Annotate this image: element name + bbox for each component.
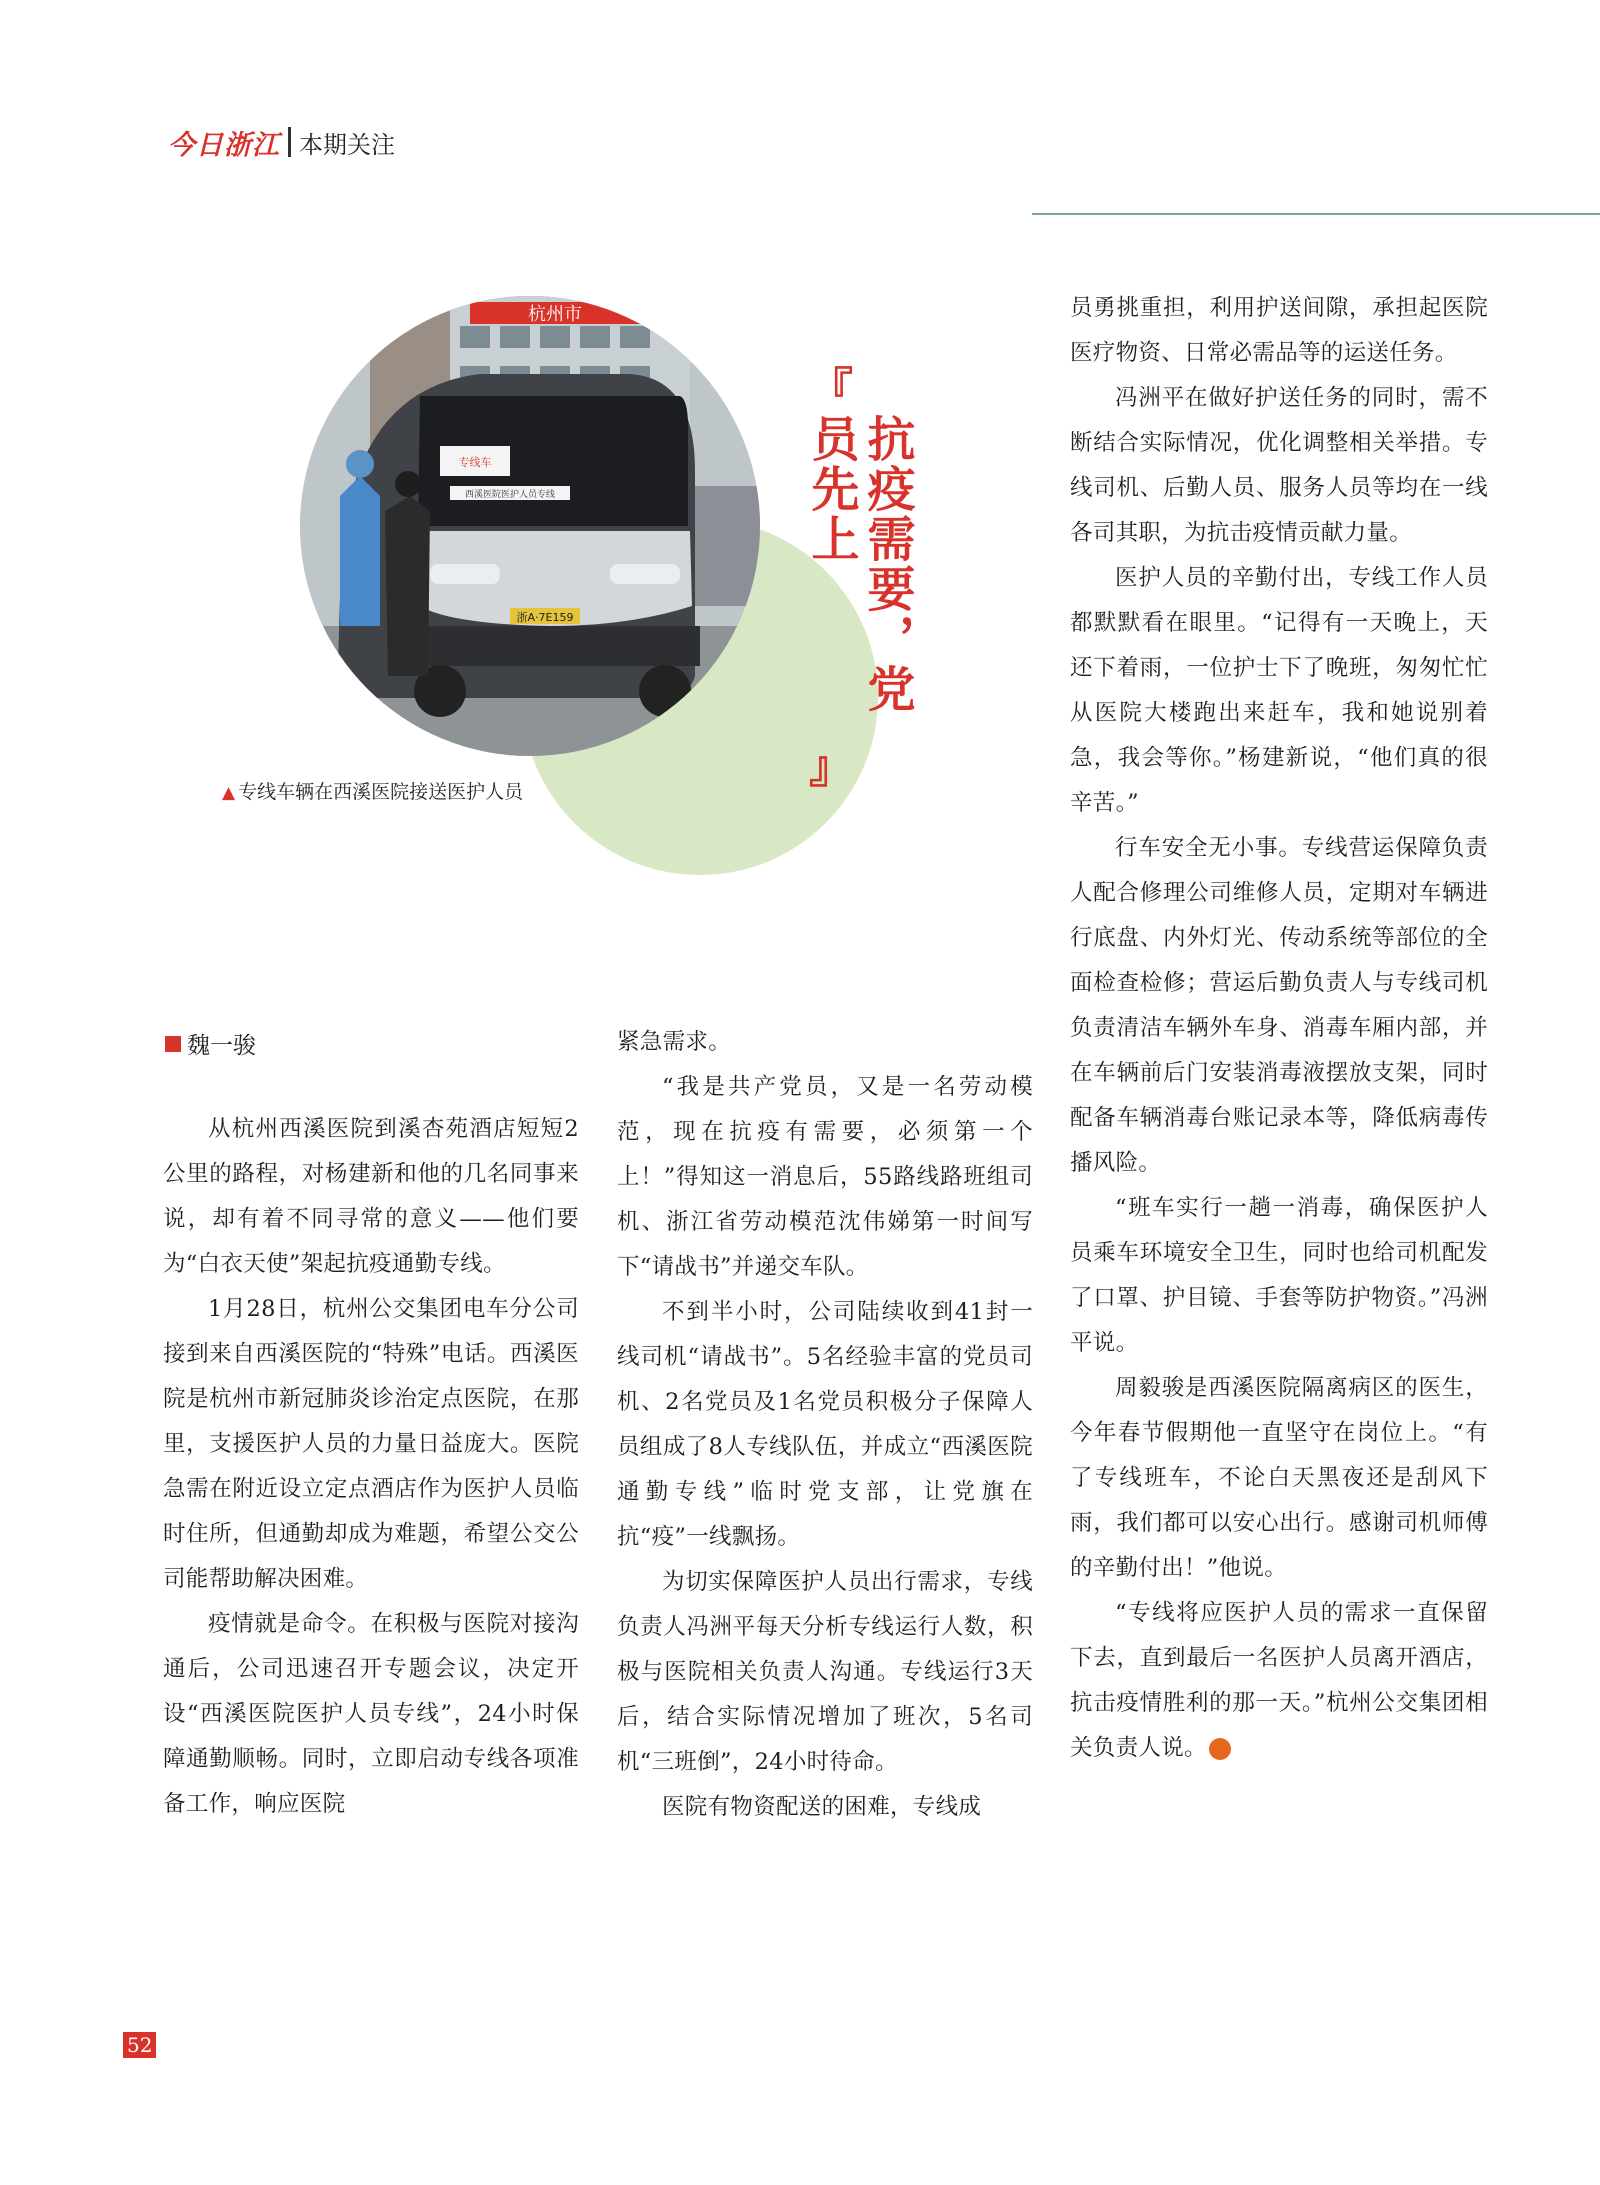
paragraph: 为切实保障医护人员出行需求，专线负责人冯洲平每天分析专线运行人数，积极与医院相关负责人沟通。专线运行3天后，结合实际情况增加了班次，5名司机“三班倒”，24小时待命。 xyxy=(617,1569,1033,1775)
square-icon xyxy=(165,1036,181,1052)
headline-text: 抗疫需要，党员先上 xyxy=(803,414,915,714)
paragraph: 医护人员的辛勤付出，专线工作人员都默默看在眼里。“记得有一天晚上，天还下着雨，一位护士下了晚班，匆匆忙忙从医院大楼跑出来赶车，我和她说别着急，我会等你。”杨建新说，“他们真的很辛苦。” xyxy=(1070,565,1488,816)
paragraph-continued: 紧急需求。 xyxy=(617,1029,732,1055)
author-line xyxy=(165,1027,256,1060)
plate: 浙A·7E159 xyxy=(516,611,574,624)
logo-mark-icon xyxy=(1209,1738,1231,1760)
paragraph: 冯洲平在做好护送任务的同时，需不断结合实际情况，优化调整相关举措。专线司机、后勤人员、服务人员等均在一线各司其职，为抗击疫情贡献力量。 xyxy=(1070,385,1488,546)
paragraph: 医院有物资配送的困难，专线成 xyxy=(662,1794,982,1820)
paragraph: “我是共产党员，又是一名劳动模范，现在抗疫有需要，必须第一个上！”得知这一消息后，55路线路班组司机、浙江省劳动模范沈伟娣第一时间写下“请战书”并递交车队。 xyxy=(617,1074,1033,1280)
logo: 今日浙江 xyxy=(168,129,280,161)
paragraph: 从杭州西溪医院到溪杏苑酒店短短2公里的路程，对杨建新和他的几名同事来说，却有着不同寻常的意义——他们要为“白衣天使”架起抗疫通勤专线。 xyxy=(163,1116,579,1277)
header-rule xyxy=(1032,213,1600,215)
paragraph: 周毅骏是西溪医院隔离病区的医生，今年春节假期他一直坚守在岗位上。“有了专线班车，不论白天黑夜还是刮风下雨，我们都可以安心出行。感谢司机师傅的辛勤付出！”他说。 xyxy=(1070,1375,1488,1581)
author-name: 魏一骏 xyxy=(187,1033,256,1059)
paragraph: “班车实行一趟一消毒，确保医护人员乘车环境安全卫生，同时也给司机配发了口罩、护目镜、手套等防护物资。”冯洲平说。 xyxy=(1070,1195,1488,1356)
bus-photo xyxy=(300,296,760,756)
last-paragraph-text: “专线将应医护人员的需求一直保留下去，直到最后一名医护人员离开酒店，抗击疫情胜利的那一天。”杭州公交集团相关负责人说。 xyxy=(1070,1600,1488,1761)
building-sign: 杭州市 xyxy=(528,304,582,325)
header-divider xyxy=(288,127,291,157)
column-2 xyxy=(617,1020,1033,1830)
photo-caption xyxy=(222,777,523,804)
header xyxy=(168,124,395,160)
paragraph-last xyxy=(1070,1591,1488,1771)
headline-open-quote: 『 xyxy=(809,364,853,415)
triangle-icon: ▲ xyxy=(222,783,236,803)
paragraph: 不到半小时，公司陆续收到41封一线司机“请战书”。5名经验丰富的党员司机、2名党员及1名党员积极分子保障人员组成了8人专线队伍，并成立“西溪医院通勤专线”临时党支部，让党旗在抗“疫”一线飘扬。 xyxy=(617,1299,1033,1550)
headline xyxy=(803,364,915,793)
column-3 xyxy=(1070,286,1488,1771)
bus-photo-illustration xyxy=(300,296,760,756)
headline-close-quote: 』 xyxy=(809,742,853,793)
bus-sign: 专线车 xyxy=(458,456,492,469)
paragraph-continued: 员勇挑重担，利用护送间隙，承担起医院医疗物资、日常必需品等的运送任务。 xyxy=(1070,295,1488,366)
bus-sign-sub: 西溪医院医护人员专线 xyxy=(464,490,556,500)
section-title: 本期关注 xyxy=(299,130,395,159)
column-1 xyxy=(163,1107,579,1827)
caption-text: 专线车辆在西溪医院接送医护人员 xyxy=(238,781,524,803)
paragraph: 1月28日，杭州公交集团电车分公司接到来自西溪医院的“特殊”电话。西溪医院是杭州市新冠肺炎诊治定点医院，在那里，支援医护人员的力量日益庞大。医院急需在附近设立定点酒店作为医护人员临时住所，但通勤却成为难题，希望公交公司能帮助解决困难。 xyxy=(163,1296,579,1592)
page-number: 52 xyxy=(123,2032,156,2058)
paragraph: 疫情就是命令。在积极与医院对接沟通后，公司迅速召开专题会议，决定开设“西溪医院医护人员专线”，24小时保障通勤顺畅。同时，立即启动专线各项准备工作，响应医院 xyxy=(163,1611,579,1817)
paragraph: 行车安全无小事。专线营运保障负责人配合修理公司维修人员，定期对车辆进行底盘、内外灯光、传动系统等部位的全面检查检修；营运后勤负责人与专线司机负责清洁车辆外车身、消毒车厢内部，并在车辆前后门安装消毒液摆放支架，同时配备车辆消毒台账记录本等，降低病毒传播风险。 xyxy=(1070,835,1488,1176)
